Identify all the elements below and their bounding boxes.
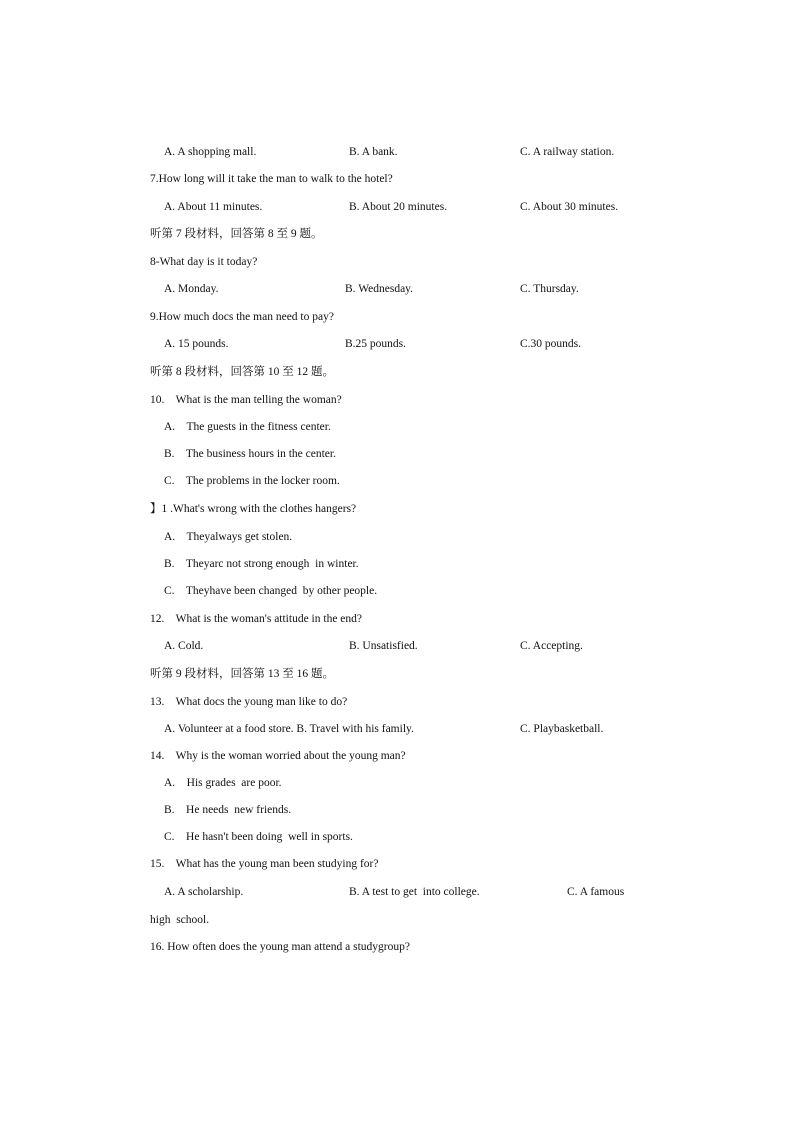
question-15-text: 15. What has the young man been studying for? — [150, 858, 379, 870]
q11-option-c-text: C. Theyhave been changed by other people. — [164, 585, 378, 597]
section-heading-8 — [150, 365, 334, 379]
section-heading-8-text: 听第 8 段材料，回答第 10 至 12 题。 — [150, 366, 334, 378]
q8-option-c: C. Thursday. — [520, 283, 579, 295]
q8-option-b: B. Wednesday. — [345, 283, 414, 295]
q7-option-a: A. About 11 minutes. — [164, 201, 263, 213]
q6-option-b: B. A bank. — [349, 146, 398, 158]
q15-option-a: A. A scholarship. — [164, 886, 244, 898]
q10-option-c — [164, 474, 340, 488]
q14-option-b — [164, 803, 291, 817]
question-10-text: 10. What is the man telling the woman? — [150, 394, 342, 406]
q9-option-c: C.30 pounds. — [520, 338, 582, 350]
q11-option-b-text: B. Theyarc not strong enough in winter. — [164, 558, 359, 570]
q11-option-a-text: A. Theyalways get stolen. — [164, 531, 293, 543]
question-7 — [150, 172, 393, 186]
q14-option-c-text: C. He hasn't been doing well in sports. — [164, 831, 353, 843]
q10-option-b — [164, 447, 336, 461]
question-14 — [150, 749, 406, 763]
question-9-text: 9.How much docs the man need to pay? — [150, 311, 334, 323]
question-16-text: 16. How often does the young man attend a studygroup? — [150, 941, 410, 953]
q10-option-a-text: A. The guests in the fitness center. — [164, 421, 331, 433]
q15-option-b: B. A test to get into college. — [349, 886, 480, 898]
q7-option-b: B. About 20 minutes. — [349, 201, 448, 213]
question-13-text: 13. What docs the young man like to do? — [150, 696, 348, 708]
q14-option-b-text: B. He needs new friends. — [164, 804, 292, 816]
q12-option-a: A. Cold. — [164, 640, 204, 652]
question-12 — [150, 612, 362, 626]
q13-option-ab: A. Volunteer at a food store. B. Travel with his family. — [164, 723, 414, 735]
q15-option-c: C. A famous — [567, 886, 625, 898]
q14-option-a-text: A. His grades are poor. — [164, 777, 282, 789]
question-10 — [150, 393, 342, 407]
q7-option-c: C. About 30 minutes. — [520, 201, 619, 213]
q9-option-b: B.25 pounds. — [345, 338, 407, 350]
section-heading-9 — [150, 667, 334, 681]
question-14-text: 14. Why is the woman worried about the young man? — [150, 750, 406, 762]
q11-option-c — [164, 584, 377, 598]
q11-option-a — [164, 530, 292, 544]
question-9 — [150, 310, 334, 324]
section-heading-7-text: 听第 7 段材料，回答第 8 至 9 题。 — [150, 228, 323, 240]
question-11 — [150, 502, 356, 516]
q15-option-c-continued-text: high school. — [150, 914, 210, 926]
q13-option-c: C. Playbasketball. — [520, 723, 604, 735]
q12-option-c: C. Accepting. — [520, 640, 583, 652]
question-11-text: 】1 .What's wrong with the clothes hangers? — [150, 503, 357, 515]
q10-option-c-text: C. The problems in the locker room. — [164, 475, 340, 487]
question-15 — [150, 857, 378, 871]
q6-option-a: A. A shopping mall. — [164, 146, 257, 158]
section-heading-9-text: 听第 9 段材料，回答第 13 至 16 题。 — [150, 668, 334, 680]
q12-option-b: B. Unsatisfied. — [349, 640, 418, 652]
q6-option-c: C. A railway station. — [520, 146, 615, 158]
q14-option-a — [164, 776, 282, 790]
q10-option-a — [164, 420, 331, 434]
q14-option-c — [164, 830, 353, 844]
section-heading-7 — [150, 227, 323, 241]
q11-option-b — [164, 557, 359, 571]
question-13 — [150, 695, 347, 709]
question-8 — [150, 255, 257, 269]
question-16 — [150, 940, 410, 954]
question-7-text: 7.How long will it take the man to walk to the hotel? — [150, 173, 393, 185]
q8-option-a: A. Monday. — [164, 283, 219, 295]
q10-option-b-text: B. The business hours in the center. — [164, 448, 336, 460]
q15-option-c-continued — [150, 913, 209, 927]
q9-option-a: A. 15 pounds. — [164, 338, 229, 350]
question-8-text: 8-What day is it today? — [150, 256, 258, 268]
question-12-text: 12. What is the woman's attitude in the end? — [150, 613, 363, 625]
